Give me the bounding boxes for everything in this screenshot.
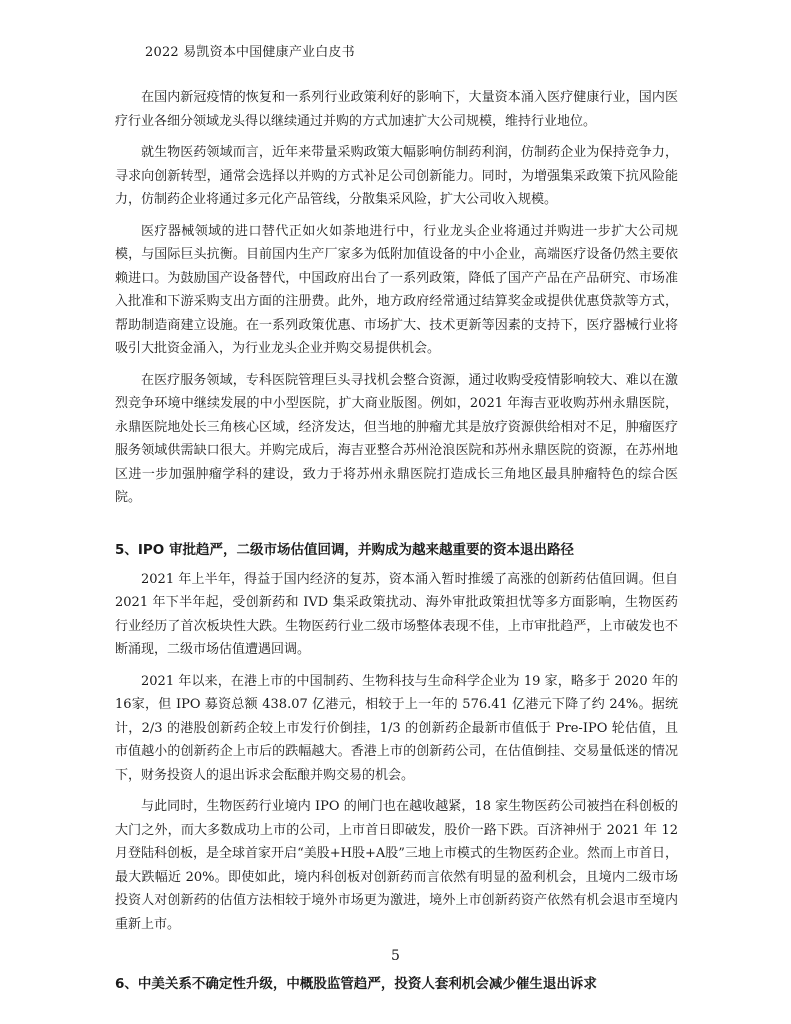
paragraph-medical-devices: 医疗器械领域的进口替代正如火如荼地进行中，行业龙头企业将通过并购进一步扩大公司规模，与国际巨头抗衡。目前国内生产厂家多为低附加值设备的中小企业，高端医疗设备仍然主要依赖进口。为鼓励国产设备替代，中国政府出台了一系列政策，降低了国产产品在产品研究、市场准入批准和下游采购支出方面的注册费。此外，地方政府经常通过结算奖金或提供优惠贷款等方式，帮助制造商建立设施。在一系列政策优惠、市场扩大、技术更新等因素的支持下，医疗器械行业将吸引大批资金涌入，为行业龙头企业并购交易提供机会。 [115, 223, 678, 356]
paragraph-medical-services: 在医疗服务领域，专科医院管理巨头寻找机会整合资源，通过收购受疫情影响较大、难以在激烈竞争环境中继续发展的中小型医院，扩大商业版图。例如，2021 年海吉亚收购苏州永鼎医院，永鼎医院地处长三角核心区域，经济发达，但当地的肿瘤尤其是放疗资源供给相对不足，肿瘤医疗服务领域供需缺口很大。并购完成后，海吉亚整合苏州沧浪医院和苏州永鼎医院的资源，在苏州地区进一步加强肿瘤学科的建设，致力于将苏州永鼎医院打造成长三角地区最具肿瘤特色的综合医院。 [115, 372, 678, 505]
document-header: 2022 易凯资本中国健康产业白皮书 [145, 45, 355, 60]
section-6-heading: 6、中美关系不确定性升级，中概股监管趋严，投资人套利机会减少催生退出诉求 [115, 976, 597, 992]
paragraph-domestic-ipo: 与此同时，生物医药行业境内 IPO 的闸门也在越收越紧，18 家生物医药公司被挡在科创板的大门之外，而大多数成功上市的公司，上市首日即破发，股价一路下跌。百济神州于 2021 年 12 月登陆科创板，是全球首家开启“美股+H股+A股”三地上市模式的生物医药企业。然而上市首日，最大跌幅近 20%。即使如此，境内科创板对创新药而言依然有明显的盈利机会，且境内二级市场投资人对创新药的估值方法相较于境外市场更为激进，境外上市创新药资产依然有机会退市至境内重新上市。 [115, 799, 678, 932]
paragraph-biopharma: 就生物医药领域而言，近年来带量采购政策大幅影响仿制药利润，仿制药企业为保持竞争力，寻求向创新转型，通常会选择以并购的方式补足公司创新能力。同时，为增强集采政策下抗风险能力，仿制药企业将通过多元化产品管线，分散集采风险，扩大公司收入规模。 [115, 145, 678, 207]
page-number: 5 [391, 948, 400, 964]
paragraph-2021-market: 2021 年上半年，得益于国内经济的复苏，资本涌入暂时推缓了高涨的创新药估值回调。但自 2021 年下半年起，受创新药和 IVD 集采政策扰动、海外审批政策担忧等多方面影响，生物医药行业经历了首次板块性大跌。生物医药行业二级市场整体表现不佳，上市审批趋严，上市破发也不断涌现，二级市场估值遭遇回调。 [115, 571, 678, 657]
page-body [115, 86, 678, 992]
paragraph-intro: 在国内新冠疫情的恢复和一系列行业政策利好的影响下，大量资本涌入医疗健康行业，国内医疗行业各细分领域龙头得以继续通过并购的方式加速扩大公司规模，维持行业地位。 [115, 90, 678, 129]
section-5-heading: 5、IPO 审批趋严，二级市场估值回调，并购成为越来越重要的资本退出路径 [115, 541, 574, 558]
paragraph-hk-ipo: 2021 年以来，在港上市的中国制药、生物科技与生命科学企业为 19 家，略多于 2020 年的 16家，但 IPO 募资总额 438.07 亿港元，相较于上一年的 576.41 亿港元下降了约 24%。据统计，2/3 的港股创新药企较上市发行价倒挂，1/3 的创新药企最新市值低于 Pre-IPO 轮估值，且市值越小的创新药企上市后的跌幅越大。香港上市的创新药公司，在估值倒挂、交易量低迷的情况下，财务投资人的退出诉求会酝酿并购交易的机会。 [115, 673, 678, 783]
